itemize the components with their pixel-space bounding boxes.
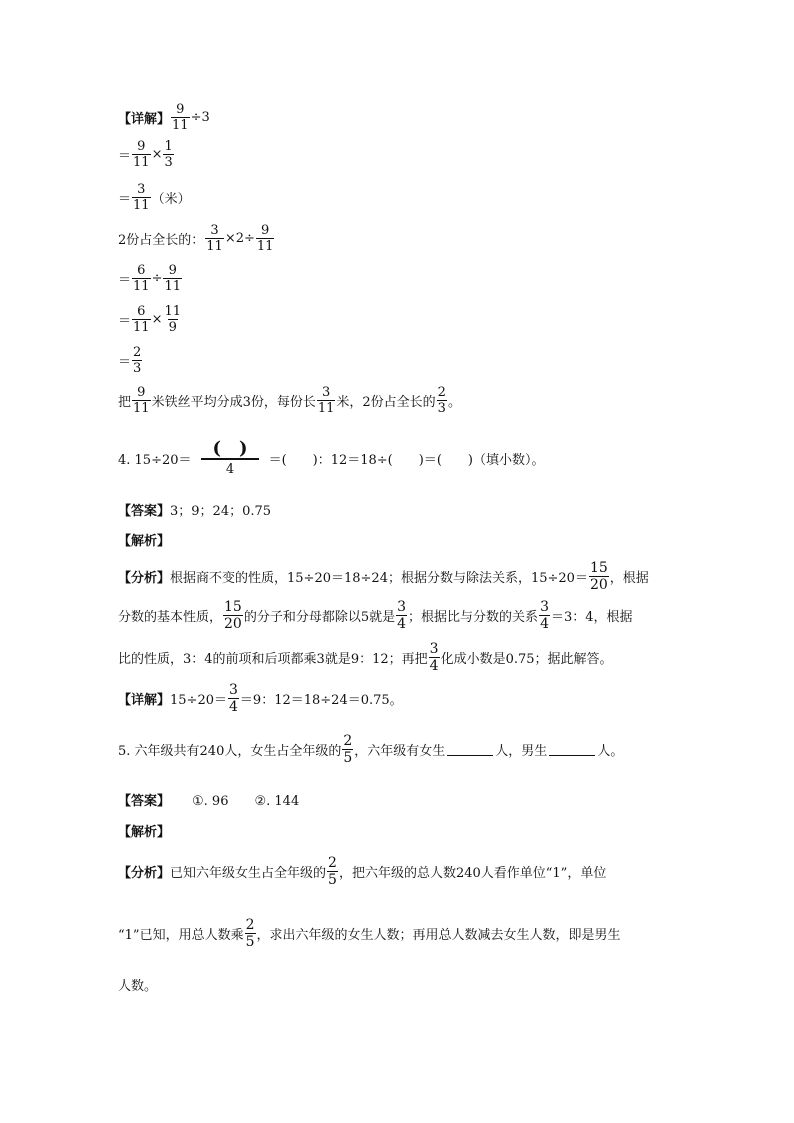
q4-stem: 4. 15÷20＝ () 4 ＝( )：12＝18÷( )＝( )（填小数）。 — [118, 438, 545, 477]
q5-fenxi-line3: 人数。 — [118, 979, 158, 994]
fraction-2-3: $\frac{2}{3}$ — [437, 385, 446, 416]
q5-fenxi-line2: “1”已知，用总人数乘 $\frac{2}{5}$ ，求出六年级的女生人数；再用总人数减去女生人数，即是男生 — [118, 917, 621, 950]
fraction-1-3: $\frac{1}{3}$ — [164, 139, 173, 170]
q4-answer: 【答案】 3；9；24；0.75 — [118, 504, 272, 519]
q3-step-div: ＝ $\frac{6}{11}$ ÷ $\frac{9}{11}$ — [118, 263, 182, 294]
fraction-6-11: $\frac{6}{11}$ — [133, 263, 150, 294]
q5-analysis-tag: 【解析】 — [118, 825, 171, 840]
blank-girls — [447, 743, 493, 756]
fraction-3-4: $\frac{3}{4}$ — [540, 599, 549, 632]
fraction-3-11: $\frac{3}{11}$ — [206, 223, 223, 254]
fraction-2-5: $\frac{2}{5}$ — [328, 855, 337, 888]
q3-two-parts-line: 2份占全长的： $\frac{3}{11}$ ×2÷ $\frac{9}{11}$ — [118, 223, 274, 254]
fraction-9-11: $\frac{9}{11}$ — [164, 263, 182, 294]
q4-analysis-tag: 【解析】 — [118, 534, 171, 549]
q4-fenxi-line1: 【分析】 根据商不变的性质，15÷20＝18÷24；根据分数与除法关系，15÷20＝ $\frac{15}{20}$ ，根据 — [118, 560, 649, 593]
blank-fraction: () 4 — [195, 440, 266, 476]
q3-detail-line2: ＝ $\frac{9}{11}$ × $\frac{1}{3}$ — [118, 139, 173, 170]
fraction-3-4: $\frac{3}{4}$ — [229, 682, 238, 715]
fraction-2-3: $\frac{2}{3}$ — [133, 345, 142, 376]
q3-step-mul: ＝ $\frac{6}{11}$ × $\frac{11}{9}$ — [118, 304, 182, 335]
fraction-9-11: $\frac{9}{11}$ — [133, 385, 150, 416]
fraction-9-11: $\frac{9}{11}$ — [172, 102, 189, 133]
q5-fenxi-line1: 【分析】 已知六年级女生占全年级的 $\frac{2}{5}$ ，把六年级的总人数240人看作单位“1”，单位 — [118, 855, 607, 888]
fraction-15-20: $\frac{15}{20}$ — [589, 560, 608, 593]
detail-tag: 【详解】 — [118, 112, 171, 127]
q3-detail-line1: 【详解】 $\frac{9}{11}$ ÷3 — [118, 102, 210, 133]
q3-summary: 把 $\frac{9}{11}$ 米铁丝平均分成3份，每份长 $\frac{3}{11}$ 米，2份占全长的 $\frac{2}{3}$ 。 — [118, 385, 461, 416]
q4-fenxi-line2: 分数的基本性质， $\frac{15}{20}$ 的分子和分母都除以5就是 $\frac{3}{4}$ ；根据比与分数的关系 $\frac{3}{4}$ ＝3：4，根据 — [118, 599, 633, 632]
fraction-11-9: $\frac{11}{9}$ — [164, 304, 182, 335]
fraction-2-5: $\frac{2}{5}$ — [245, 917, 255, 950]
q3-detail-line3: ＝ $\frac{3}{11}$ （米） — [118, 182, 191, 213]
q5-answer: 【答案】 ①. 96 ②. 144 — [118, 794, 300, 809]
q3-step-result: ＝ $\frac{2}{3}$ — [118, 345, 142, 376]
q4-fenxi-line3: 比的性质，3：4的前项和后项都乘3就是9：12；再把 $\frac{3}{4}$ 化成小数是0.75；据此解答。 — [118, 641, 613, 674]
fraction-3-11: $\frac{3}{11}$ — [133, 182, 150, 213]
fraction-3-4: $\frac{3}{4}$ — [429, 641, 439, 674]
q4-detail: 【详解】 15÷20＝ $\frac{3}{4}$ ＝9：12＝18÷24＝0.75。 — [118, 682, 403, 715]
q5-stem: 5. 六年级共有240人，女生占全年级的 $\frac{2}{5}$ ，六年级有女生 人，男生 人。 — [118, 733, 624, 766]
fraction-15-20: $\frac{15}{20}$ — [224, 599, 242, 632]
blank-boys — [549, 743, 595, 756]
fraction-9-11: $\frac{9}{11}$ — [256, 223, 274, 254]
fraction-3-4: $\frac{3}{4}$ — [397, 599, 407, 632]
fraction-3-11: $\frac{3}{11}$ — [317, 385, 335, 416]
fraction-6-11: $\frac{6}{11}$ — [133, 304, 150, 335]
fraction-9-11: $\frac{9}{11}$ — [133, 139, 150, 170]
fraction-2-5: $\frac{2}{5}$ — [343, 733, 353, 766]
